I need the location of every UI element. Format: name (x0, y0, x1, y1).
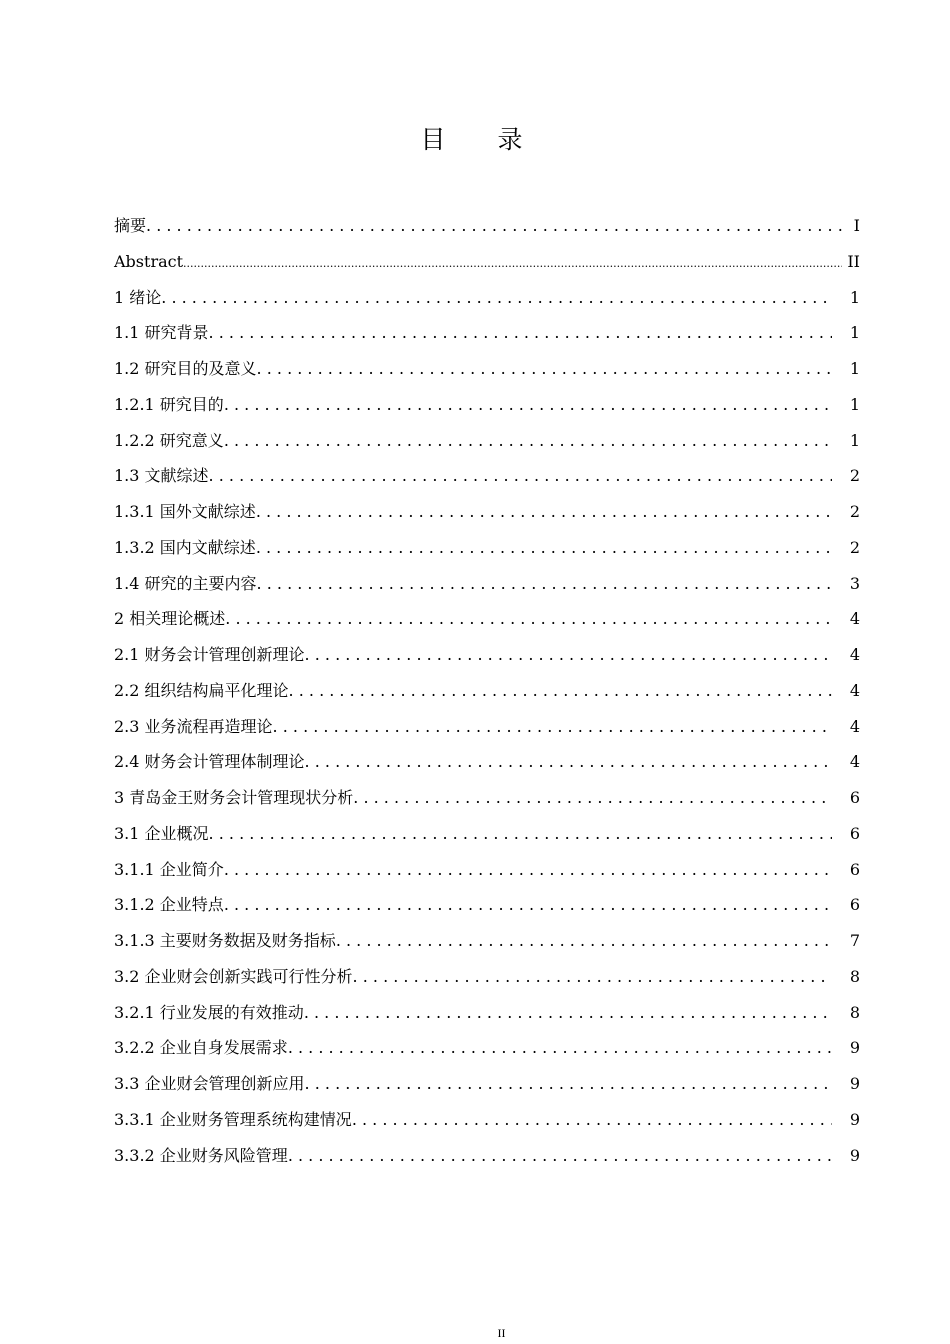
toc-entry-label: 3.3.2 企业财务风险管理 (114, 1145, 288, 1165)
toc-entry-page: 7 (849, 931, 860, 950)
toc-entry-label: 2.4 财务会计管理体制理论 (114, 752, 305, 772)
toc-entry-page: 8 (849, 966, 860, 986)
toc-entry-label: 1 绪论 (114, 287, 162, 307)
toc-leader-dots (209, 315, 832, 351)
toc-entry[interactable] (114, 566, 860, 602)
toc-leader-dots (288, 1030, 832, 1066)
toc-leader-dots (256, 530, 832, 566)
toc-entry-label: 1.4 研究的主要内容 (114, 573, 257, 593)
toc-leader-dots (288, 1138, 832, 1174)
toc-leader-dots (305, 744, 832, 780)
toc-entry-page: 9 (849, 1109, 860, 1129)
toc-entry-label: 3.1.3 主要财务数据及财务指标 (114, 931, 336, 950)
toc-leader-dots (224, 887, 832, 923)
toc-entry-page: 9 (849, 1145, 860, 1165)
toc-entry-label: 2.3 业务流程再造理论 (114, 716, 273, 736)
toc-entry[interactable] (114, 244, 860, 280)
toc-entry-page: 6 (849, 823, 860, 843)
toc-entry-label: 摘要 (114, 216, 147, 235)
toc-entry-page: 4 (849, 645, 860, 664)
toc-entry-page: II (847, 251, 860, 271)
toc-entry-page: 2 (849, 537, 860, 557)
toc-entry-page: 3 (849, 573, 860, 593)
toc-entry-label: 1.2.2 研究意义 (114, 430, 224, 450)
toc-entry[interactable] (114, 709, 860, 745)
toc-entry-page: 1 (849, 430, 860, 450)
toc-entry-label: 1.1 研究背景 (114, 323, 209, 343)
toc-entry-page: 9 (849, 1074, 860, 1093)
toc-entry-label: 2 相关理论概述 (114, 609, 226, 629)
toc-leader-dots (146, 208, 842, 244)
toc-entry[interactable] (114, 816, 860, 852)
toc-entry-page: 6 (849, 788, 860, 807)
toc-entry-label: 3.1.2 企业特点 (114, 895, 224, 915)
toc-entry-page: I (853, 216, 860, 235)
toc-leader-dots (183, 244, 842, 282)
toc-leader-dots (289, 673, 832, 709)
toc-entry-label: 2.1 财务会计管理创新理论 (114, 645, 305, 664)
toc-entry-page: 2 (849, 502, 860, 521)
toc-entry-page: 4 (849, 716, 860, 736)
toc-leader-dots (224, 423, 832, 459)
toc-leader-dots (224, 852, 832, 888)
toc-entry-label: 3.3.1 企业财务管理系统构建情况 (114, 1109, 352, 1129)
toc-leader-dots (209, 458, 832, 494)
toc-entry-page: 6 (849, 895, 860, 915)
toc-entry-page: 9 (849, 1038, 860, 1058)
toc-entry-label: 1.2.1 研究目的 (114, 394, 224, 414)
toc-entry-label: 1.3 文献综述 (114, 466, 209, 486)
toc-entry[interactable] (114, 995, 860, 1031)
toc-entry-label: 3.1 企业概况 (114, 823, 209, 843)
toc-entry[interactable] (114, 923, 860, 959)
toc-entry-page: 1 (849, 359, 860, 378)
toc-entry-page: 2 (849, 466, 860, 486)
toc-leader-dots (224, 387, 832, 423)
page-number: II (497, 1326, 506, 1340)
toc-entry[interactable] (114, 673, 860, 709)
toc-entry[interactable] (114, 744, 860, 780)
toc-leader-dots (352, 1102, 832, 1138)
toc-entry-label: 1.3.2 国内文献综述 (114, 537, 256, 557)
toc-entry-page: 4 (849, 752, 860, 772)
toc-title: 目 录 (420, 125, 545, 154)
toc-entry-page: 1 (849, 323, 860, 343)
toc-entry-page: 1 (849, 394, 860, 414)
toc-entry[interactable] (114, 351, 860, 387)
toc-entry[interactable] (114, 423, 860, 459)
toc-entry[interactable] (114, 1030, 860, 1066)
toc-entry[interactable] (114, 458, 860, 494)
toc-entry[interactable] (114, 1102, 860, 1138)
toc-leader-dots (256, 494, 832, 530)
toc-entry-label: 1.2 研究目的及意义 (114, 359, 257, 378)
toc-entry-label: 2.2 组织结构扁平化理论 (114, 680, 289, 700)
toc-entry[interactable] (114, 780, 860, 816)
toc-entry-label: 3.1.1 企业简介 (114, 859, 224, 879)
toc-entry-label: Abstract (114, 251, 184, 271)
toc-leader-dots (225, 601, 832, 637)
toc-entry[interactable] (114, 601, 860, 637)
toc-leader-dots (305, 637, 832, 673)
toc-leader-dots (353, 780, 832, 816)
toc-entry[interactable] (114, 887, 860, 923)
toc-list (114, 208, 860, 1173)
toc-entry[interactable] (114, 1138, 860, 1174)
toc-entry-label: 3.2 企业财会创新实践可行性分析 (114, 966, 353, 986)
toc-entry-page: 4 (849, 609, 860, 629)
toc-entry[interactable] (114, 494, 860, 530)
toc-entry[interactable] (114, 208, 860, 244)
toc-entry-label: 3.2.2 企业自身发展需求 (114, 1038, 288, 1058)
toc-entry[interactable] (114, 852, 860, 888)
toc-entry-label: 3 青岛金王财务会计管理现状分析 (114, 788, 354, 807)
toc-entry-label: 3.2.1 行业发展的有效推动 (114, 1002, 304, 1022)
toc-entry[interactable] (114, 959, 860, 995)
toc-entry[interactable] (114, 637, 860, 673)
toc-entry-label: 3.3 企业财会管理创新应用 (114, 1074, 305, 1093)
toc-leader-dots (353, 959, 832, 995)
toc-leader-dots (161, 280, 832, 316)
toc-leader-dots (257, 351, 832, 387)
toc-entry[interactable] (114, 1066, 860, 1102)
toc-entry[interactable] (114, 315, 860, 351)
toc-entry[interactable] (114, 280, 860, 316)
toc-entry-page: 6 (849, 859, 860, 879)
toc-leader-dots (209, 816, 832, 852)
toc-leader-dots (304, 995, 832, 1031)
toc-leader-dots (305, 1066, 832, 1102)
toc-entry[interactable] (114, 530, 860, 566)
toc-entry-page: 8 (849, 1002, 860, 1022)
toc-leader-dots (336, 923, 832, 959)
toc-leader-dots (273, 709, 832, 745)
toc-entry-page: 4 (849, 680, 860, 700)
toc-leader-dots (257, 566, 832, 602)
toc-entry-page: 1 (849, 287, 860, 307)
toc-entry-label: 1.3.1 国外文献综述 (114, 502, 256, 521)
toc-entry[interactable] (114, 387, 860, 423)
